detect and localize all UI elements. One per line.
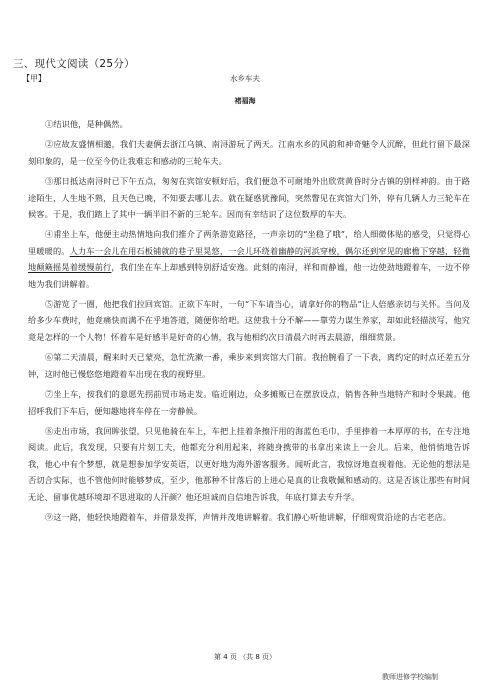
paragraph-text: ⑥第二天清晨，醒来时天已蒙亮，急忙洗漱一番，乘步来到宾馆大门前。我抬腕看了一下表，离约定的时点还差五分钟，这时他已慢悠悠地蹬着车出现在我的视野里。 bbox=[28, 352, 470, 379]
paragraph-text: ③那日抵达南浔时已下午五点，匆匆在宾馆安顿好后，我们便急不可耐地外出欣赏黄昏时分古镇的别样神韵。由于路途陌生，人生地不熟，且天色已晚，不知要去哪儿去。就在疑惑犹豫间，突然瞥见在宾馆大门外，停有几辆人力三轮车在候客。于是，我们踏上了其中一辆半旧不新的三轮车。因而有幸结识了这位数厚的车夫。 bbox=[28, 176, 470, 220]
paragraph bbox=[28, 136, 470, 169]
article-title: 水乡车夫 bbox=[230, 74, 260, 83]
paragraph bbox=[28, 509, 470, 525]
part-label: 【甲】 bbox=[22, 74, 46, 83]
paragraph-text: ⑦坐上车，按我们的意愿先拐前贸市场走发。临近刚边，众多摊贩已在摆放设点，销售各种当地特产和时令果蔬。他招呼我们下车后，便知趣地将车停在一旁静候。 bbox=[28, 389, 470, 416]
publisher-note: 教师进修学校编制 bbox=[382, 673, 438, 681]
page-number: 第 4 页 （共 8 页） bbox=[213, 653, 277, 661]
paragraph bbox=[28, 349, 470, 382]
paragraph bbox=[28, 226, 470, 292]
section-title: 三、现代文阅读（25分） bbox=[13, 58, 135, 70]
paragraph bbox=[28, 116, 470, 132]
article-body bbox=[28, 116, 470, 529]
paragraph-text: ⑨这一路，他轻快地蹬着车，并借景发挥，声情并茂地讲解着。我们静心听他讲解，仔细观赏沿途的古宅老店。 bbox=[45, 511, 452, 522]
paragraph bbox=[28, 423, 470, 505]
paragraph-text: ⑧走出市场，我回眸张望，只见他骑在车上，车把上挂着条擦汗用的海蓝色毛巾，手里捧着一本厚厚的书，在专注地阅读。此后，我发现，只要有片刻工夫，他都充分利用起来，将随身携带的书拿出来读上一会儿。后来，他悄悄地告诉我，他心中有个梦想，就是想参加学安英语，以更好地为海外游客服务。闻听此言，我惊讶地直视着他。无论他的想法是否切合实际，也不管他何时能够梦成，至少，他那种不甘落后的上进心是真的让我敬佩和感动的。这是否该让那些有时间无论、留事优越环境却不思进取的人汗颜？他还坦诚而自信地告诉我，年底打算去专升学。 bbox=[28, 425, 470, 502]
paragraph bbox=[28, 386, 470, 419]
article-author: 褚福海 bbox=[234, 97, 256, 105]
paragraph-text: ②应故友盛情相邀，我们夫妻俩去浙江乌镇、南浔游玩了两天。江南水乡的风韵和神奇魅令人沉醉，但此行留下最深刻印象的，是一位至今仍让我难忘和感动的三轮车夫。 bbox=[28, 139, 470, 166]
underlined-sentence: 人力车一会儿在用石板铺就的巷子里晃悠，一会儿环绕着幽静的河浜穿梭，偶尔还到窄见的廊檐下穿越，轻微地颠簸摇晃着缓慢前行 bbox=[28, 245, 470, 273]
paragraph bbox=[28, 296, 470, 345]
paragraph-text: ①结识他，是种偶然。 bbox=[45, 119, 128, 129]
paragraph-text: ，我们坐在车上却感到特别舒适安逸。此刻的南浔，祥和而静谧，他一边使劲地蹬着车，一边不停地为我们讲解着。 bbox=[28, 262, 470, 289]
paragraph-text: ⑤游览了一圈，他把我们拉回宾馆。正欲下车时，一句“下车请当心，请拿好你的物品”让人倍感亲切与关怀。当问及给多少车费时，他竟痛快而满不在乎地答道，随便你给吧。这使我十分不解——靠劳力谋生养家，却如此轻描淡写，他究竟是怎样的一个人物！怀着车是好感半是好奇的心情，我与他相约次日清晨六时再去晨游，细细赏景。 bbox=[28, 299, 470, 342]
paragraph-text: ④甫坐上车，他便主动热情地向我们推介了两条游览路径，一声亲切的“坐稳了哦”，给人细微体贴的感受，只觉得心里暖暖的。 bbox=[28, 229, 470, 256]
paragraph bbox=[28, 173, 470, 222]
